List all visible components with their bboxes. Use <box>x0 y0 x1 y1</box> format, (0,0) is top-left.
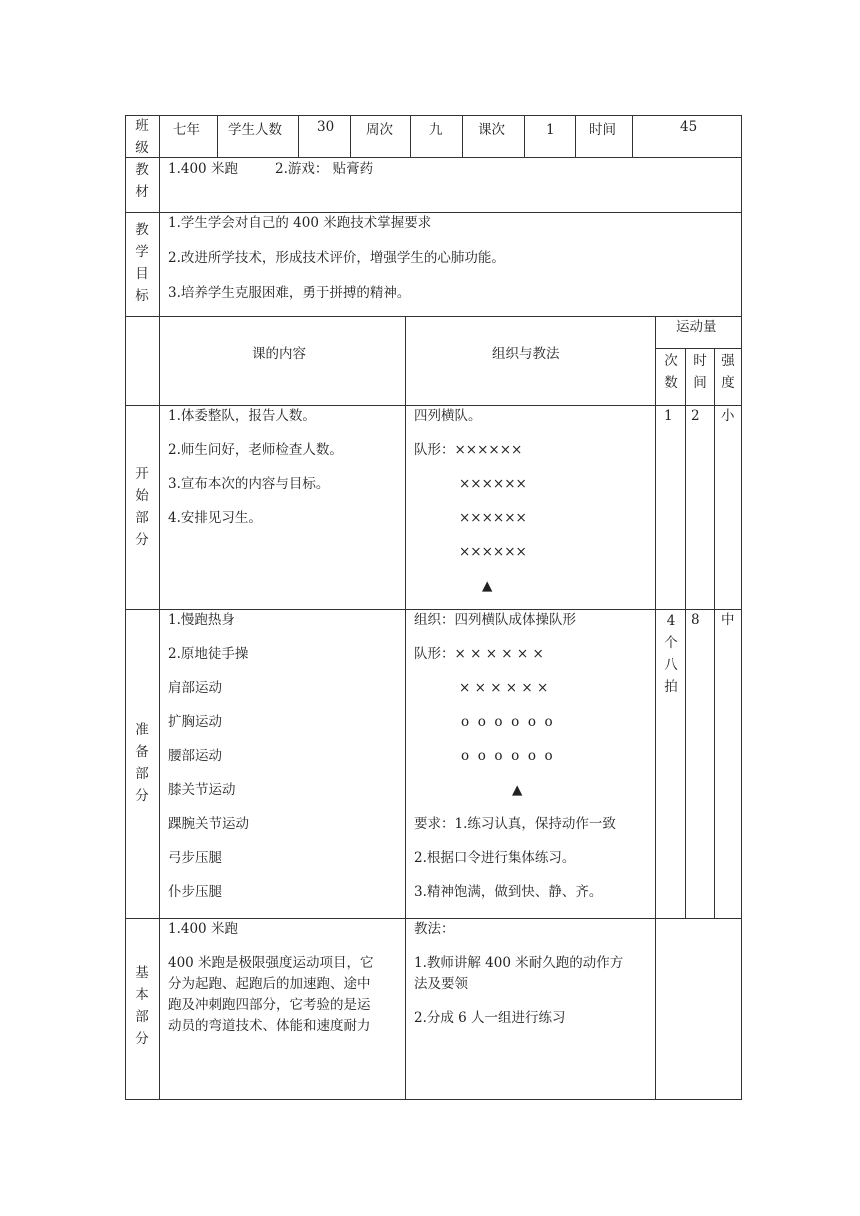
organization-heading: 组织与教法 <box>492 346 560 362</box>
start-content-item: 1.体委整队，报告人数。 <box>168 408 316 424</box>
teacher-triangle-icon: ▲ <box>482 578 493 594</box>
week-label: 周次 <box>366 122 393 138</box>
prep-content-item: 腰部运动 <box>168 748 222 764</box>
prep-formation-row: 队形：× × × × × × <box>414 646 544 662</box>
week-value: 九 <box>429 122 443 138</box>
rule <box>125 1099 742 1100</box>
rule <box>350 115 351 157</box>
start-formation-row: ×××××× <box>459 510 527 526</box>
count-heading: 次数 <box>664 353 678 391</box>
start-duration: 2 <box>691 408 700 424</box>
basic-org-item: 教法： <box>414 921 455 937</box>
goal-item: 3.培养学生克服困难，勇于拼搏的精神。 <box>168 285 411 301</box>
prep-content-item: 仆步压腿 <box>168 884 222 900</box>
rule <box>632 115 633 157</box>
start-org-item: 四列横队。 <box>414 408 482 424</box>
rule <box>575 115 576 157</box>
start-formation-row: ×××××× <box>459 476 527 492</box>
rule <box>655 316 656 1100</box>
class-label: 班级 <box>135 118 149 156</box>
start-content-item: 2.师生问好，老师检查人数。 <box>168 442 343 458</box>
rule <box>714 348 715 918</box>
basic-org-item: 2.分成 6 人一组进行练习 <box>414 1010 566 1026</box>
duration-heading: 时间 <box>693 353 707 391</box>
prep-intensity: 中 <box>721 612 735 628</box>
students-value: 30 <box>317 119 335 135</box>
teacher-triangle-icon: ▲ <box>512 782 523 798</box>
goals-label: 教学目标 <box>135 222 149 304</box>
time-value: 45 <box>680 119 698 135</box>
prep-content-item: 弓步压腿 <box>168 850 222 866</box>
prep-requirement: 3.精神饱满，做到快、静、齐。 <box>414 884 603 900</box>
rule <box>462 115 463 157</box>
prep-content-item: 膝关节运动 <box>168 782 236 798</box>
material-item-2: 2.游戏： 贴膏药 <box>275 161 374 177</box>
rule <box>125 157 742 158</box>
rule <box>298 115 299 157</box>
basic-content-item: 分为起跑、起跑后的加速跑、途中 <box>168 976 371 992</box>
prep-content-item: 踝腕关节运动 <box>168 816 249 832</box>
load-heading: 运动量 <box>676 319 717 335</box>
prep-content-item: 肩部运动 <box>168 680 222 696</box>
start-formation-row: 队形：×××××× <box>414 442 523 458</box>
rule <box>655 348 742 349</box>
basic-org-item: 1.教师讲解 400 米耐久跑的动作方 <box>414 955 624 971</box>
intensity-heading: 强度 <box>721 353 735 391</box>
start-count: 1 <box>664 408 673 424</box>
rule <box>685 348 686 918</box>
basic-org-item: 法及要领 <box>414 976 468 992</box>
basic-content-item: 动员的弯道技术、体能和速度耐力 <box>168 1018 371 1034</box>
rule <box>125 115 126 1100</box>
rule <box>741 115 742 1100</box>
start-intensity: 小 <box>721 408 735 424</box>
basic-content-item: 400 米跑是极限强度运动项目，它 <box>168 955 374 971</box>
prep-formation-row: o o o o o o <box>461 714 553 730</box>
prep-duration: 8 <box>691 612 700 628</box>
rule <box>405 316 406 1100</box>
prep-content-item: 2.原地徒手操 <box>168 646 249 662</box>
prep-requirement: 要求：1.练习认真，保持动作一致 <box>414 816 616 832</box>
rule <box>125 316 742 317</box>
goal-item: 1.学生学会对自己的 400 米跑技术掌握要求 <box>168 215 432 231</box>
basic-section-label: 基本部分 <box>135 965 149 1047</box>
prep-requirement: 2.根据口令进行集体练习。 <box>414 850 576 866</box>
basic-content-item: 跑及冲刺跑四部分，它考验的是运 <box>168 997 371 1013</box>
lesson-label: 课次 <box>478 122 505 138</box>
prep-formation-row: × × × × × × <box>459 680 549 696</box>
start-section-label: 开始部分 <box>135 466 149 548</box>
content-heading: 课的内容 <box>252 346 306 362</box>
rule <box>410 115 411 157</box>
class-value: 七年 <box>173 122 200 138</box>
time-label: 时间 <box>589 122 616 138</box>
start-formation-row: ×××××× <box>459 544 527 560</box>
rule <box>217 115 218 157</box>
start-content-item: 3.宣布本次的内容与目标。 <box>168 476 330 492</box>
prep-content-item: 扩胸运动 <box>168 714 222 730</box>
rule <box>159 115 160 1100</box>
goal-item: 2.改进所学技术，形成技术评价，增强学生的心肺功能。 <box>168 250 505 266</box>
prep-org-item: 组织：四列横队成体操队形 <box>414 612 576 628</box>
material-label: 教材 <box>135 162 149 200</box>
basic-content-item: 1.400 米跑 <box>168 921 238 937</box>
material-item-1: 1.400 米跑 <box>168 161 238 177</box>
rule <box>524 115 525 157</box>
students-label: 学生人数 <box>228 122 282 138</box>
lesson-value: 1 <box>546 122 555 138</box>
prep-formation-row: o o o o o o <box>461 748 553 764</box>
start-content-item: 4.安排见习生。 <box>168 510 262 526</box>
prep-content-item: 1.慢跑热身 <box>168 612 235 628</box>
prep-section-label: 准备部分 <box>135 722 149 804</box>
prep-count: 4个八拍 <box>664 613 678 695</box>
